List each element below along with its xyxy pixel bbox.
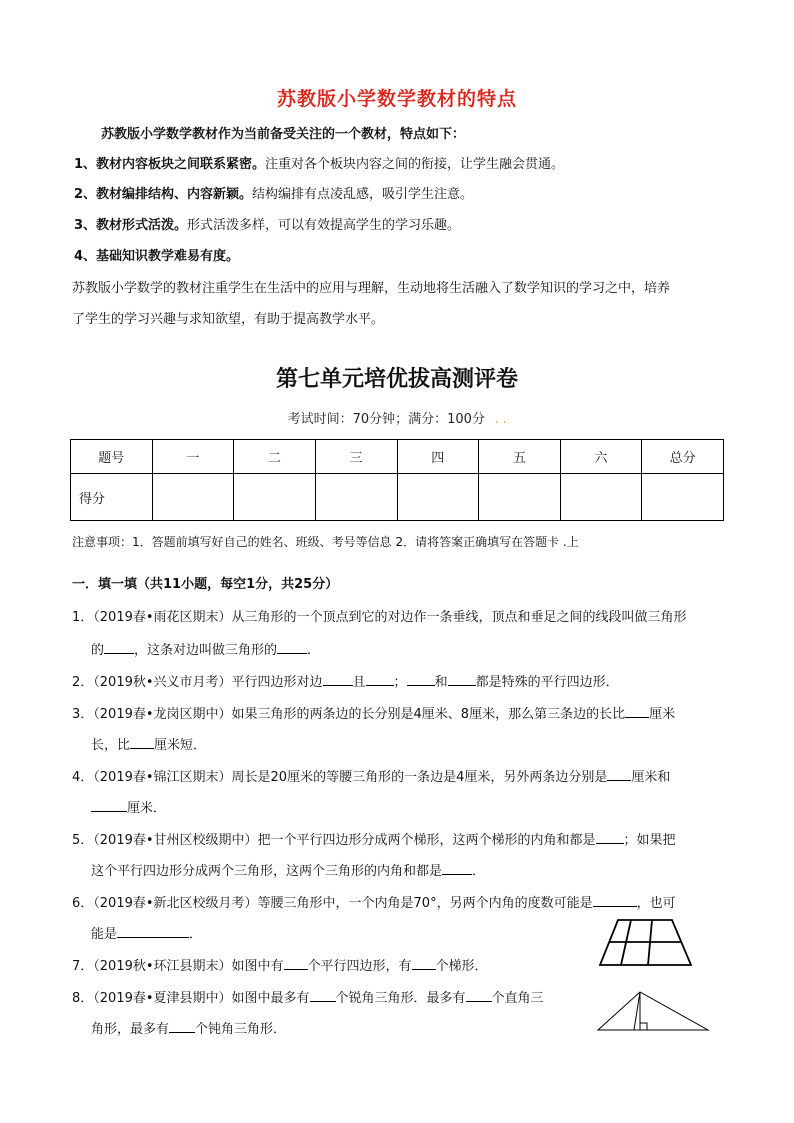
question-text: 长，比 [91,738,131,753]
question-text: 6．（2019春•新北区校级月考）等腰三角形中，一个内角是70°，另两个内角的度数可能是 [72,896,593,911]
score-header-cell: 总分 [642,440,724,474]
answer-blank[interactable] [366,671,394,686]
question-text: 这个平行四边形分成两个三角形，这两个三角形的内角和都是 [91,864,443,879]
question-4-line2 [91,797,166,819]
question-5-line2 [91,860,485,882]
intro-lead: 苏教版小学数学教材作为当前备受关注的一个教材，特点如下： [101,127,466,142]
section-1-heading: 一．填一填（共11小题，每空1分，共25分） [72,577,339,592]
score-cell[interactable] [479,474,561,521]
answer-blank[interactable] [407,671,435,686]
score-cell[interactable] [315,474,397,521]
question-text: ． [472,864,486,879]
score-header-cell: 四 [397,440,479,474]
question-text: 5．（2019春•甘州区校级期中）把一个平行四边形分成两个梯形，这两个梯形的内角和都是 [72,833,596,848]
answer-blank[interactable] [442,860,472,875]
question-6-line1 [72,892,676,914]
exam-title: 第七单元培优拔高测评卷 [275,366,518,392]
answer-blank[interactable] [169,1018,195,1033]
question-text: 个钝角三角形． [195,1022,287,1037]
intro-point-2 [74,185,473,205]
score-cell[interactable] [234,474,316,521]
intro-point-1 [74,155,564,175]
question-3-line2 [91,734,206,756]
question-text: 3．（2019春•龙岗区期中）如果三角形的两条边的长分别是4厘米、8厘米，那么第三条边的长比 [72,707,626,722]
intro-point-body: 注重对各个板块内容之间的衔接，让学生融会贯通。 [265,157,565,172]
score-header-cell: 六 [560,440,642,474]
exam-subtitle [0,408,794,427]
question-1-line1: 1．（2019春•雨花区期末）从三角形的一个顶点到它的对边作一条垂线，顶点和垂足之间的线段叫做三角形 [72,610,687,625]
answer-blank[interactable] [104,639,134,654]
question-text: 都是特殊的平行四边形． [475,675,619,690]
question-8-line2 [91,1018,286,1040]
question-2 [72,671,619,693]
intro-point-4 [74,247,239,267]
score-header-cell: 题号 [71,440,153,474]
answer-blank[interactable] [91,797,127,812]
question-text: 厘米和 [631,770,671,785]
question-6-line2 [91,923,202,945]
question-text: 7．（2019秋•环江县期末）如图中有 [72,959,284,974]
intro-point-body: 形式活泼多样，可以有效提高学生的学习乐趣。 [187,218,461,233]
answer-blank[interactable] [284,955,308,970]
question-text: 且 [352,675,366,690]
score-table-header-row [71,440,724,474]
question-text: ；如果把 [623,833,676,848]
score-header-cell: 三 [315,440,397,474]
answer-blank[interactable] [466,987,492,1002]
question-5-line1 [72,829,676,851]
question-text: ； [393,675,407,690]
question-text: 个直角三 [491,991,544,1006]
question-8-line1 [72,987,544,1009]
answer-blank[interactable] [277,639,307,654]
question-text: 个梯形． [435,959,488,974]
question-text: 厘米 [649,707,676,722]
score-cell[interactable] [397,474,479,521]
answer-blank[interactable] [130,734,154,749]
question-text: 个平行四边形，有 [307,959,412,974]
question-text: 和 [434,675,448,690]
intro-title: 苏教版小学数学教材的特点 [276,88,517,110]
score-header-cell: 五 [479,440,561,474]
score-header-cell: 一 [152,440,234,474]
answer-blank[interactable] [593,892,637,907]
question-1-line2 [91,639,320,661]
score-cell[interactable] [642,474,724,521]
question-text: 2．（2019秋•兴义市月考）平行四边形对边 [72,675,323,690]
exam-time-score: 考试时间：70分钟；满分：100分 [287,412,485,427]
parallelogram-figure [598,918,694,968]
answer-blank[interactable] [607,766,631,781]
score-row-label: 得分 [71,474,153,521]
question-text: 个锐角三角形．最多有 [335,991,466,1006]
question-text: 4．（2019春•锦江区期末）周长是20厘米的等腰三角形的一条边是4厘米，另外两条边分别是 [72,770,608,785]
question-text: ． [307,643,321,658]
question-text: 角形，最多有 [91,1022,170,1037]
question-text: 的 [91,643,105,658]
notice: 注意事项：1．答题前填写好自己的姓名、班级、考号等信息 2．请将答案正确填写在答题卡 .上 [72,535,579,549]
question-text: 厘米短． [154,738,207,753]
question-text: ，这条对边叫做三角形的 [134,643,278,658]
intro-point-body: 结构编排有点凌乱感，吸引学生注意。 [252,187,474,202]
intro-summary-line1: 苏教版小学数学的教材注重学生在生活中的应用与理解，生动地将生活融入了数学知识的学习之中，培养 [72,281,671,296]
question-text: ． [189,927,203,942]
answer-blank[interactable] [117,923,189,938]
question-text: 能是 [91,927,118,942]
score-cell[interactable] [560,474,642,521]
answer-blank[interactable] [412,955,436,970]
intro-point-3 [74,216,460,236]
score-cell[interactable] [152,474,234,521]
answer-blank[interactable] [625,703,649,718]
triangle-figure [596,990,710,1034]
question-7 [72,955,488,977]
intro-point-head: 3、教材形式活泼。 [74,218,188,233]
score-table [70,439,724,521]
question-3-line1 [72,703,675,725]
intro-summary-line2: 了学生的学习兴趣与求知欲望，有助于提高教学水平。 [72,312,385,327]
intro-point-head: 1、教材内容板块之间联系紧密。 [74,157,266,172]
answer-blank[interactable] [323,671,353,686]
score-table-score-row [71,474,724,521]
question-4-line1 [72,766,670,788]
intro-point-head: 2、教材编排结构、内容新颖。 [74,187,253,202]
score-header-cell: 二 [234,440,316,474]
subtitle-dots: . . [494,412,507,426]
answer-blank[interactable] [310,987,336,1002]
question-text: ，也可 [636,896,676,911]
answer-blank[interactable] [448,671,476,686]
question-text: 厘米． [127,801,167,816]
question-text: 8．（2019春•夏津县期中）如图中最多有 [72,991,310,1006]
answer-blank[interactable] [596,829,624,844]
intro-point-head: 4、基础知识教学难易有度。 [74,249,240,264]
